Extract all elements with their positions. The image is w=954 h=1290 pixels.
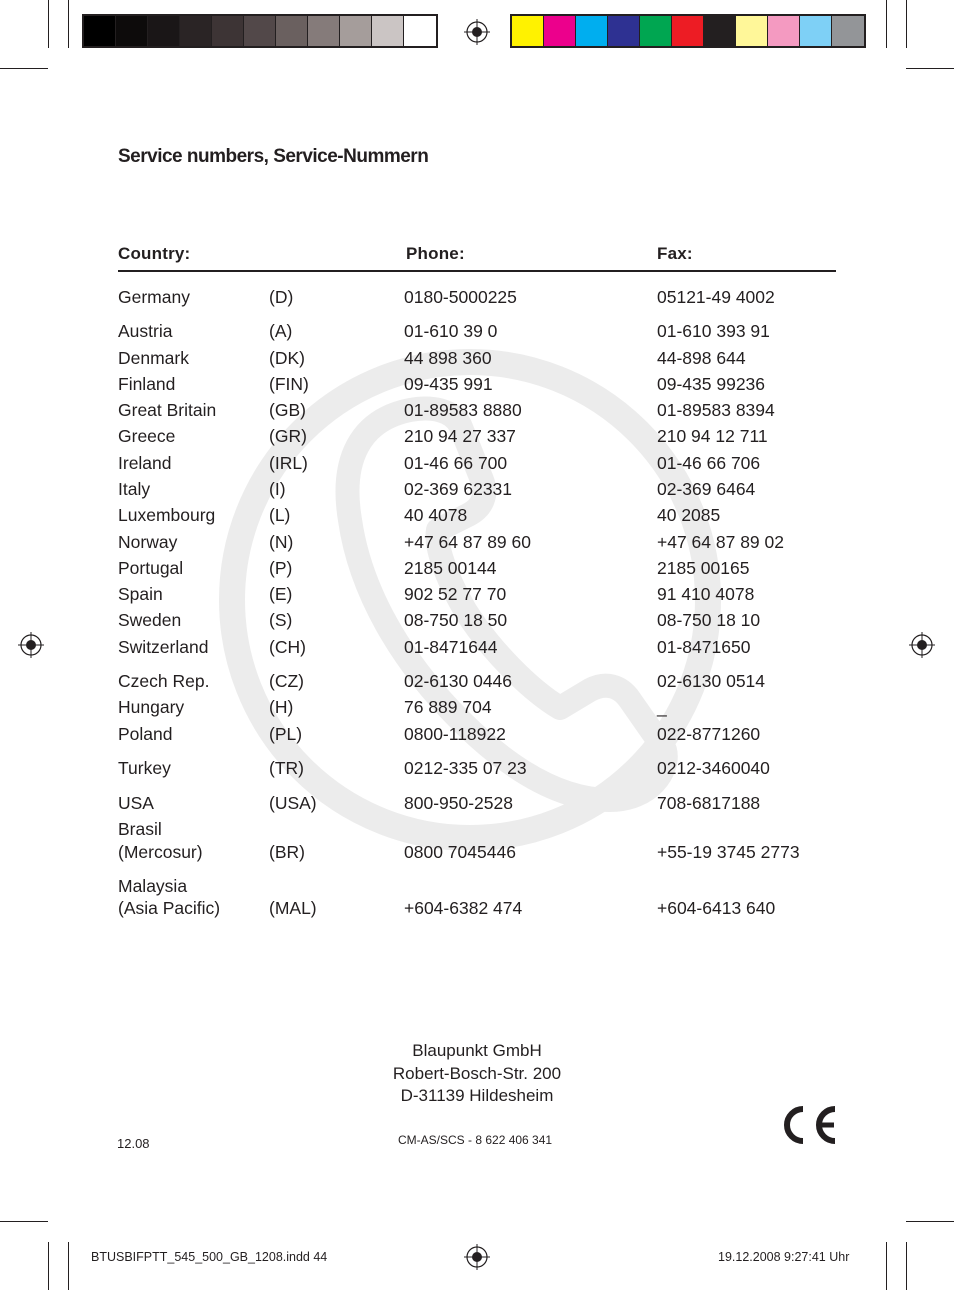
document-code: CM-AS/SCS - 8 622 406 341 (398, 1133, 553, 1147)
company-name: Blaupunkt GmbH (412, 1041, 542, 1060)
cell-fax: 0212-3460040 (657, 758, 770, 778)
cell-code: (D) (269, 287, 294, 307)
cell-phone: 0800 7045446 (404, 842, 516, 862)
color-swatch (340, 16, 372, 46)
cell-country: (Mercosur) (118, 842, 203, 862)
page-title: Service numbers, Service-Nummern (118, 146, 429, 167)
color-swatch (244, 16, 276, 46)
cell-country: Turkey (118, 758, 171, 778)
cell-country: Sweden (118, 610, 182, 630)
cell-code: (H) (269, 697, 294, 717)
cell-fax: +47 64 87 89 02 (657, 532, 784, 552)
cell-country: Poland (118, 724, 173, 744)
company-city: D-31139 Hildesheim (400, 1086, 554, 1105)
color-swatch (180, 16, 212, 46)
cell-code: (P) (269, 558, 293, 578)
cell-phone: 2185 00144 (404, 558, 497, 578)
cell-phone: 76 889 704 (404, 697, 492, 717)
cell-fax: 2185 00165 (657, 558, 750, 578)
cell-phone: 01-46 66 700 (404, 453, 508, 473)
print-slug-timestamp: 19.12.2008 9:27:41 Uhr (718, 1250, 850, 1264)
cell-country: Greece (118, 426, 176, 446)
cell-country: Great Britain (118, 400, 217, 420)
cell-country: Luxembourg (118, 505, 216, 525)
cell-phone: 09-435 991 (404, 374, 493, 394)
color-swatch (308, 16, 340, 46)
color-swatch (372, 16, 404, 46)
color-swatch (512, 16, 544, 46)
cell-fax: 02-6130 0514 (657, 671, 766, 691)
cell-country: Austria (118, 321, 173, 341)
cell-code: (MAL) (269, 898, 317, 918)
cell-country: Malaysia (118, 876, 188, 896)
cell-country: Hungary (118, 697, 185, 717)
cell-fax: 01-8471650 (657, 637, 751, 657)
cell-phone: 0212-335 07 23 (404, 758, 527, 778)
company-street: Robert-Bosch-Str. 200 (392, 1063, 562, 1083)
cell-fax: 01-46 66 706 (657, 453, 761, 473)
print-slug-filename: BTUSBIFPTT_545_500_GB_1208.indd 44 (91, 1250, 328, 1264)
color-swatch (608, 16, 640, 46)
cell-country: Norway (118, 532, 178, 552)
cell-phone: 44 898 360 (404, 348, 492, 368)
cell-code: (IRL) (269, 453, 308, 473)
cell-code: (N) (269, 532, 294, 552)
color-swatch (832, 16, 864, 46)
color-swatch (404, 16, 436, 46)
cell-fax: 05121-49 4002 (657, 287, 775, 307)
registration-mark-icon (909, 632, 935, 658)
cell-code: (L) (269, 505, 291, 525)
cell-code: (GR) (269, 426, 307, 446)
cell-country: Denmark (118, 348, 189, 368)
cell-fax: 44-898 644 (657, 348, 746, 368)
cell-country: Brasil (118, 819, 162, 839)
cell-code: (FIN) (269, 374, 309, 394)
company-address (355, 1040, 599, 1108)
cell-fax: 02-369 6464 (657, 479, 756, 499)
cell-fax: 40 2085 (657, 505, 721, 525)
cell-phone: 08-750 18 50 (404, 610, 508, 630)
column-header-phone: Phone: (406, 244, 465, 263)
cell-code: (DK) (269, 348, 305, 368)
color-swatch (640, 16, 672, 46)
edition-date: 12.08 (117, 1136, 150, 1151)
cell-fax: 01-89583 8394 (657, 400, 775, 420)
color-swatch (672, 16, 704, 46)
cell-country: Italy (118, 479, 151, 499)
color-swatch (704, 16, 736, 46)
grayscale-color-bar (82, 14, 438, 48)
cell-fax: +604-6413 640 (657, 898, 776, 918)
cell-code: (PL) (269, 724, 303, 744)
cell-country: (Asia Pacific) (118, 898, 221, 918)
cell-country: Ireland (118, 453, 172, 473)
cell-code: (I) (269, 479, 286, 499)
cell-phone: 40 4078 (404, 505, 468, 525)
cell-fax: 01-610 393 91 (657, 321, 770, 341)
cell-code: (E) (269, 584, 293, 604)
cell-code: (BR) (269, 842, 305, 862)
process-color-bar (510, 14, 866, 48)
header-rule (118, 270, 836, 272)
color-swatch (116, 16, 148, 46)
color-swatch (576, 16, 608, 46)
cell-fax: 91 410 4078 (657, 584, 755, 604)
cell-fax: 708-6817188 (657, 793, 761, 813)
cell-code: (TR) (269, 758, 304, 778)
cell-code: (USA) (269, 793, 317, 813)
color-swatch (276, 16, 308, 46)
cell-phone: 0800-118922 (404, 724, 506, 744)
column-header-fax: Fax: (657, 244, 693, 263)
cell-phone: 02-6130 0446 (404, 671, 513, 691)
cell-phone: 01-89583 8880 (404, 400, 522, 420)
cell-code: (A) (269, 321, 293, 341)
color-swatch (544, 16, 576, 46)
cell-fax: 08-750 18 10 (657, 610, 761, 630)
cell-fax: 09-435 99236 (657, 374, 766, 394)
cell-country: Czech Rep. (118, 671, 210, 691)
cell-code: (GB) (269, 400, 306, 420)
cell-fax: _ (657, 697, 667, 717)
cell-code: (CH) (269, 637, 306, 657)
color-swatch (736, 16, 768, 46)
cell-country: USA (118, 793, 154, 813)
cell-phone: 902 52 77 70 (404, 584, 507, 604)
cell-phone: 0180-5000225 (404, 287, 517, 307)
cell-fax: 022-8771260 (657, 724, 761, 744)
cell-phone: 800-950-2528 (404, 793, 513, 813)
cell-country: Finland (118, 374, 176, 394)
registration-mark-icon (464, 19, 490, 45)
column-header-country: Country: (118, 244, 191, 263)
cell-country: Portugal (118, 558, 184, 578)
cell-phone: +604-6382 474 (404, 898, 523, 918)
registration-mark-icon (464, 1244, 490, 1270)
cell-phone: 02-369 62331 (404, 479, 513, 499)
cell-code: (CZ) (269, 671, 304, 691)
cell-fax: +55-19 3745 2773 (657, 842, 800, 862)
color-swatch (212, 16, 244, 46)
cell-phone: 01-8471644 (404, 637, 498, 657)
cell-phone: +47 64 87 89 60 (404, 532, 531, 552)
ce-mark-icon (777, 1104, 839, 1146)
cell-phone: 210 94 27 337 (404, 426, 516, 446)
registration-mark-icon (18, 632, 44, 658)
cell-fax: 210 94 12 711 (657, 426, 768, 446)
cell-country: Spain (118, 584, 163, 604)
cell-phone: 01-610 39 0 (404, 321, 498, 341)
color-swatch (148, 16, 180, 46)
cell-code: (S) (269, 610, 293, 630)
cell-country: Switzerland (118, 637, 209, 657)
cell-country: Germany (118, 287, 190, 307)
color-swatch (84, 16, 116, 46)
color-swatch (768, 16, 800, 46)
color-swatch (800, 16, 832, 46)
